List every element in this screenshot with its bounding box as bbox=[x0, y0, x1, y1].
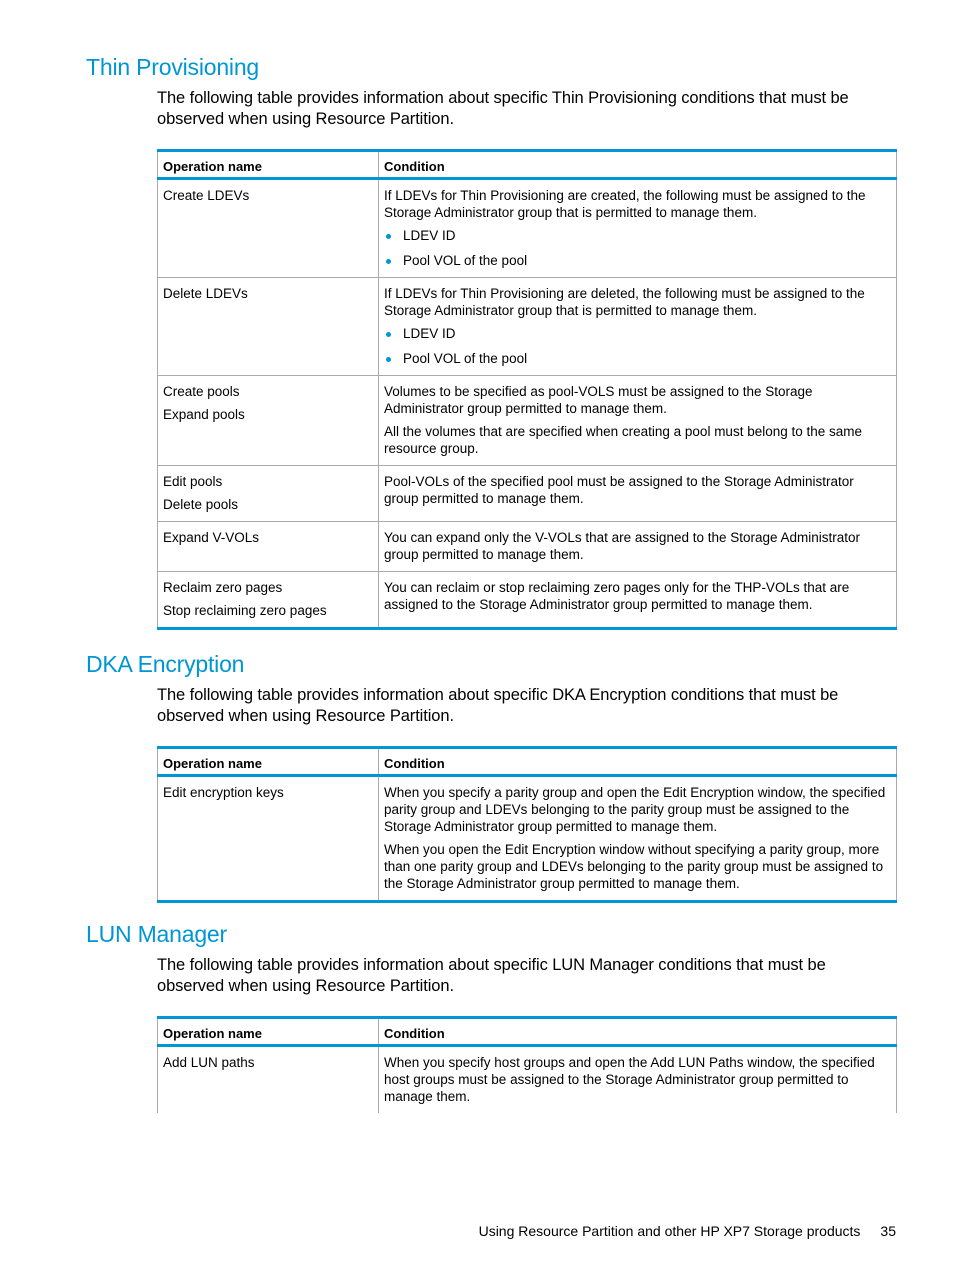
table-row bbox=[158, 466, 897, 522]
section-title-thin-provisioning: Thin Provisioning bbox=[86, 54, 260, 80]
condition-text: If LDEVs for Thin Provisioning are deleted, the following must be assigned to the Storage Administrator group that is permitted to manage them. bbox=[384, 286, 865, 318]
operation-cell bbox=[158, 179, 379, 278]
bullet-item bbox=[384, 252, 891, 269]
column-header-operation: Operation name bbox=[158, 1018, 379, 1046]
bullet-item bbox=[384, 325, 891, 342]
operation-name: Reclaim zero pages bbox=[163, 580, 283, 595]
operation-name: Add LUN paths bbox=[163, 1055, 255, 1070]
column-header-condition: Condition bbox=[379, 1018, 897, 1046]
bullet-text: LDEV ID bbox=[403, 228, 456, 243]
operation-cell bbox=[158, 776, 379, 902]
table-row bbox=[158, 1046, 897, 1114]
bullet-text: Pool VOL of the pool bbox=[403, 351, 528, 366]
operation-name: Create pools bbox=[163, 384, 240, 399]
bullet-text: LDEV ID bbox=[403, 326, 456, 341]
operation-cell bbox=[158, 522, 379, 572]
table-row bbox=[158, 572, 897, 629]
table-row bbox=[158, 179, 897, 278]
table-dka-encryption bbox=[157, 746, 897, 903]
condition-cell bbox=[379, 278, 897, 376]
operation-name: Delete pools bbox=[163, 497, 239, 512]
bullet-icon bbox=[386, 357, 391, 362]
condition-text: You can reclaim or stop reclaiming zero pages only for the THP-VOLs that are assigned to the Storage Administrator group permitted to manage them. bbox=[384, 580, 850, 612]
column-header-operation: Operation name bbox=[158, 151, 379, 179]
operation-cell bbox=[158, 376, 379, 466]
bullet-item bbox=[384, 350, 891, 367]
bullet-item bbox=[384, 227, 891, 244]
condition-text: If LDEVs for Thin Provisioning are created, the following must be assigned to the Storage Administrator group that is permitted to manage them. bbox=[384, 188, 866, 220]
bullet-icon bbox=[386, 234, 391, 239]
bullet-icon bbox=[386, 259, 391, 264]
table-thin-provisioning bbox=[157, 149, 897, 630]
operation-cell bbox=[158, 466, 379, 522]
condition-cell bbox=[379, 776, 897, 902]
table-lun-manager bbox=[157, 1016, 897, 1113]
condition-text: Pool-VOLs of the specified pool must be assigned to the Storage Administrator group permitted to manage them. bbox=[384, 474, 854, 506]
section-intro-thin-provisioning: The following table provides information about specific Thin Provisioning conditions that must be observed when using Resource Partition. bbox=[157, 89, 849, 128]
condition-text: When you open the Edit Encryption window without specifying a parity group, more than one parity group and LDEVs belonging to the parity group must be assigned to the Storage Administrator group permitted to manage them. bbox=[384, 842, 884, 891]
operation-cell bbox=[158, 1046, 379, 1114]
condition-text: When you specify a parity group and open the Edit Encryption window, the specified parity group and LDEVs belonging to the parity group must be assigned to the Storage Administrator group permitted to manage them. bbox=[384, 785, 886, 834]
condition-text: All the volumes that are specified when creating a pool must belong to the same resource group. bbox=[384, 424, 863, 456]
bullet-text: Pool VOL of the pool bbox=[403, 253, 528, 268]
table-row bbox=[158, 278, 897, 376]
condition-cell bbox=[379, 179, 897, 278]
condition-cell bbox=[379, 522, 897, 572]
condition-text: When you specify host groups and open the Add LUN Paths window, the specified host groups must be assigned to the Storage Administrator group permitted to manage them. bbox=[384, 1055, 875, 1104]
column-header-condition: Condition bbox=[379, 151, 897, 179]
operation-name: Expand V-VOLs bbox=[163, 530, 260, 545]
condition-text: You can expand only the V-VOLs that are assigned to the Storage Administrator group permitted to manage them. bbox=[384, 530, 861, 562]
section-title-lun-manager: LUN Manager bbox=[86, 921, 227, 947]
footer-text: Using Resource Partition and other HP XP7 Storage products bbox=[478, 1223, 861, 1239]
operation-name: Create LDEVs bbox=[163, 188, 250, 203]
condition-cell bbox=[379, 572, 897, 629]
table-row bbox=[158, 522, 897, 572]
column-header-operation: Operation name bbox=[158, 748, 379, 776]
page-footer bbox=[0, 1223, 896, 1239]
condition-bullet-list bbox=[384, 325, 891, 367]
table-row bbox=[158, 376, 897, 466]
operation-name: Stop reclaiming zero pages bbox=[163, 603, 327, 618]
table-row bbox=[158, 776, 897, 902]
operation-name: Edit encryption keys bbox=[163, 785, 284, 800]
operation-cell bbox=[158, 572, 379, 629]
section-intro-dka-encryption: The following table provides information about specific DKA Encryption conditions that must be observed when using Resource Partition. bbox=[157, 686, 839, 725]
operation-name: Edit pools bbox=[163, 474, 223, 489]
column-header-condition: Condition bbox=[379, 748, 897, 776]
condition-text: Volumes to be specified as pool-VOLS must be assigned to the Storage Administrator group permitted to manage them. bbox=[384, 384, 813, 416]
section-title-dka-encryption: DKA Encryption bbox=[86, 651, 245, 677]
operation-cell bbox=[158, 278, 379, 376]
condition-cell bbox=[379, 466, 897, 522]
bullet-icon bbox=[386, 332, 391, 337]
operation-name: Expand pools bbox=[163, 407, 245, 422]
operation-name: Delete LDEVs bbox=[163, 286, 248, 301]
condition-bullet-list bbox=[384, 227, 891, 269]
condition-cell bbox=[379, 376, 897, 466]
page-number: 35 bbox=[880, 1223, 896, 1239]
condition-cell bbox=[379, 1046, 897, 1114]
section-intro-lun-manager: The following table provides information about specific LUN Manager conditions that must be observed when using Resource Partition. bbox=[157, 956, 826, 995]
